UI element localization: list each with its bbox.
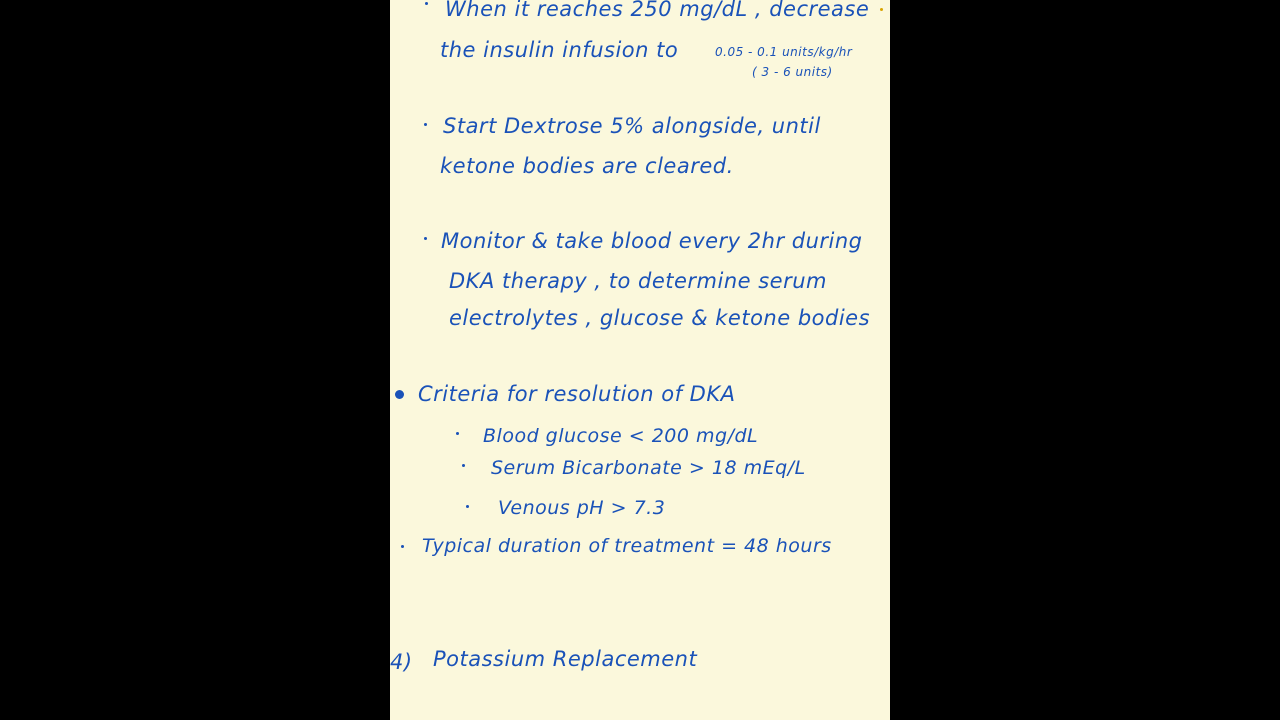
insulin-line-1: When it reaches 250 mg/dL , decrease <box>445 0 870 21</box>
bullet-dot <box>462 464 465 467</box>
duration-line: Typical duration of treatment = 48 hours <box>422 535 832 557</box>
bullet-dot <box>424 237 427 240</box>
criteria-item: Venous pH > 7.3 <box>498 497 666 519</box>
monitor-line-1: Monitor & take blood every 2hr during <box>441 229 863 253</box>
bullet-dot <box>425 2 428 5</box>
corner-mark <box>880 8 883 11</box>
section-number: 4) <box>390 650 413 674</box>
bullet-dot <box>401 545 404 548</box>
left-black-bar <box>0 0 390 720</box>
heading-bullet <box>395 390 404 399</box>
dextrose-line-2: ketone bodies are cleared. <box>440 154 734 178</box>
notebook-page <box>390 0 890 720</box>
monitor-line-3: electrolytes , glucose & ketone bodies <box>449 306 871 330</box>
criteria-heading: Criteria for resolution of DKA <box>418 382 736 406</box>
insulin-rate: 0.05 - 0.1 units/kg/hr <box>715 45 853 59</box>
section-title: Potassium Replacement <box>433 647 698 671</box>
monitor-line-2: DKA therapy , to determine serum <box>449 269 827 293</box>
criteria-item: Blood glucose < 200 mg/dL <box>483 425 759 447</box>
insulin-units: ( 3 - 6 units) <box>752 65 833 79</box>
bullet-dot <box>456 432 459 435</box>
bullet-dot <box>424 123 427 126</box>
dextrose-line-1: Start Dextrose 5% alongside, until <box>443 114 821 138</box>
right-black-bar <box>890 0 1280 720</box>
insulin-line-2: the insulin infusion to <box>440 38 679 62</box>
criteria-item: Serum Bicarbonate > 18 mEq/L <box>491 457 806 479</box>
bullet-dot <box>466 505 469 508</box>
